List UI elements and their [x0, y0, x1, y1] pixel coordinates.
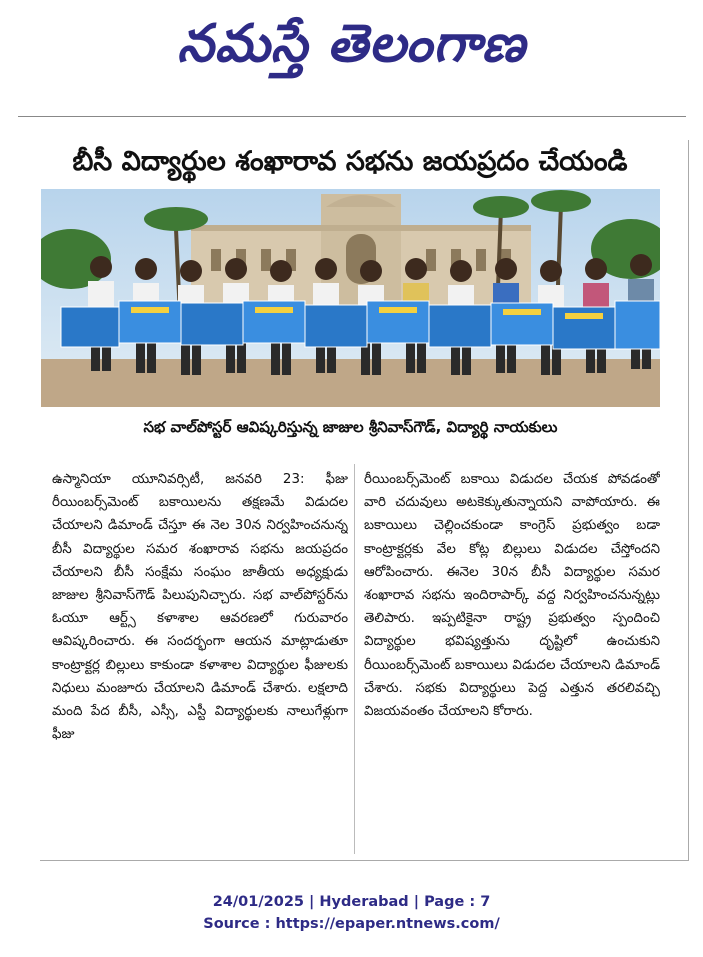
masthead-rule — [18, 116, 686, 117]
article-headline: బీసీ విద్యార్థుల శంఖారావ సభను జయప్రదం చేయండి — [72, 146, 628, 177]
masthead-logo: నమస్తే తెలంగాణ — [177, 13, 526, 74]
footer-source-link[interactable]: Source : https://epaper.ntnews.com/ — [203, 916, 500, 932]
article-photo — [41, 189, 660, 407]
photo-caption: సభ వాల్‌పోస్టర్ ఆవిష్కరిస్తున్న జాజుల శ్రీనివాస్‌గౌడ్, విద్యార్థి నాయకులు — [143, 418, 558, 436]
article-column-right: రీయింబర్స్‌మెంట్ బకాయి విడుదల చేయక పోవడంతో వారి చదువులు అటకెక్కుతున్నాయని వాపోయారు. ఈ బకాయిలు చెల్లించకుండా కాంగ్రెస్ ప్రభుత్వం బడా కాంట్రాక్టర్లకు వేల కోట్ల బిల్లులు విడుదల చేస్తోందని ఆరోపించారు. ఈనెల 30న బీసీ విద్యార్థుల సమర శంఖారావ సభను ఇందిరాపార్క్ వద్ద నిర్వహించనున్నట్లు తెలిపారు. ఇప్పటికైనా రాష్ట్ర ప్రభుత్వం స్పందించి విద్యార్థుల భవిష్యత్తును దృష్టిలో ఉంచుకుని రీయింబర్స్‌మెంట్ బకాయిలు విడుదల చేయాలని డిమాండ్ చేశారు. సభకు విద్యార్థులు పెద్ద ఎత్తున తరలివచ్చి విజయవంతం చేయాలని కోరారు. — [364, 472, 660, 720]
column-divider — [354, 464, 355, 854]
group-photo-illustration — [41, 189, 660, 407]
footer-date-page: 24/01/2025 | Hyderabad | Page : 7 — [212, 894, 491, 910]
article-column-left: ఉస్మానియా యూనివర్సిటీ, జనవరి 23: ఫీజు రీయింబర్స్‌మెంట్ బకాయిలను తక్షణమే విడుదల చేయాలని డిమాండ్ చేస్తూ ఈ నెల 30న నిర్వహించనున్న బీసీ విద్యార్థుల సమర శంఖారావ సభను జయప్రదం చేయాలని బీసీ సంక్షేమ సంఘం జాతీయ అధ్యక్షుడు జాజుల శ్రీనివాస్‌గౌడ్ పిలుపునిచ్చారు. సభ వాల్‌పోస్టర్‌ను ఓయూ ఆర్ట్స్ కళాశాల ఆవరణలో గురువారం ఆవిష్కరించారు. ఈ సందర్భంగా ఆయన మాట్లాడుతూ కాంట్రాక్టర్ల బిల్లులు కాకుండా కళాశాల విద్యార్థుల ఫీజులకు నిధులు మంజూరు చేయాలని డిమాండ్ చేశారు. లక్షలాది మంది పేద బీసీ, ఎస్సీ, ఎస్టీ విద్యార్థులకు నాలుగేళ్లుగా ఫీజు — [52, 472, 348, 743]
